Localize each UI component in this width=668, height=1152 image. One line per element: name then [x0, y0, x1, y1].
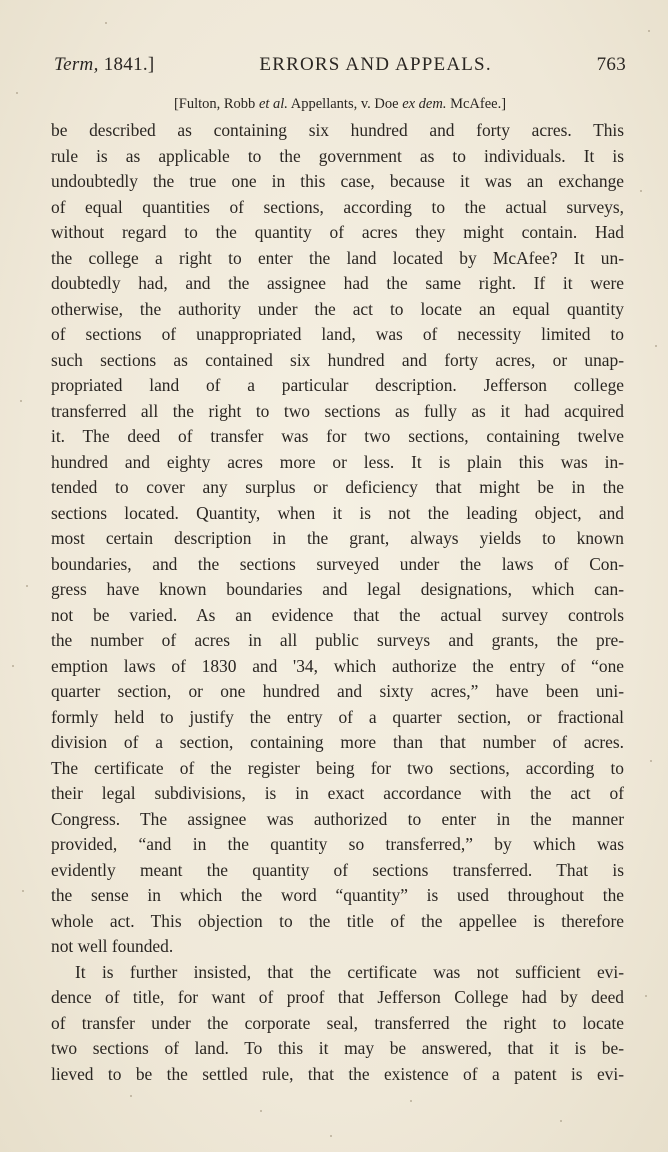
text-line: the number of acres in all public surveys and grants, the pre-: [51, 630, 624, 650]
text-line: the college a right to enter the land located by McAfee? It un-: [51, 247, 624, 268]
case-caption: [54, 96, 626, 113]
paper-speck: [12, 665, 14, 667]
paper-speck: [560, 1120, 562, 1122]
term-word: Term,: [54, 54, 99, 75]
text-line: undoubtedly the true one in this case, because it was an exchange: [51, 171, 624, 191]
text-line: otherwise, the authority under the act to locate an equal quantity: [51, 298, 624, 319]
text-line: lieved to be the settled rule, that the existence of a patent is evi-: [51, 1063, 624, 1084]
caption-open: [Fulton, Robb: [173, 96, 259, 112]
caption-et-al: et al.: [258, 96, 288, 112]
paper-speck: [130, 1095, 132, 1097]
paper-speck: [20, 400, 22, 402]
text-line: without regard to the quantity of acres they might contain. Had: [51, 222, 624, 242]
text-line: Congress. The assignee was authorized to enter in the manner: [51, 808, 624, 829]
text-line: propriated land of a particular description. Jefferson college: [51, 375, 624, 395]
term-label: [54, 54, 155, 76]
text-line: hundred and eighty acres more or less. It is plain this was in-: [51, 451, 624, 472]
text-line: of equal quantities of sections, according to the actual surveys,: [51, 196, 624, 217]
page-number: 763: [596, 54, 626, 75]
text-line: the sense in which the word “quantity” is used throughout the: [51, 885, 624, 905]
text-line: transferred all the right to two sections as fully as it had acquired: [51, 400, 624, 421]
text-line: two sections of land. To this it may be answered, that it is be-: [51, 1038, 624, 1058]
running-head: [54, 54, 626, 84]
caption-close: McAfee.]: [446, 96, 507, 112]
text-line: be described as containing six hundred and forty acres. This: [51, 120, 624, 140]
body-text: [51, 118, 624, 1087]
term-year: 1841.]: [103, 54, 155, 75]
paper-speck: [640, 190, 642, 192]
text-line-paragraph-start: It is further insisted, that the certificate was not sufficient evi-: [75, 961, 624, 982]
text-line: of transfer under the corporate seal, transferred the right to locate: [51, 1012, 624, 1033]
text-line: boundaries, and the sections surveyed under the laws of Con-: [51, 553, 624, 574]
text-line: doubtedly had, and the assignee had the same right. If it were: [51, 273, 624, 293]
paper-speck: [16, 92, 18, 94]
caption-mid: Appellants, v. Doe: [287, 96, 403, 112]
text-line: of sections of unappropriated land, was of necessity limited to: [51, 324, 624, 344]
text-line-paragraph-end: not well founded.: [51, 936, 174, 956]
text-line: not be varied. As an evidence that the actual survey controls: [51, 604, 624, 625]
text-line: formly held to justify the entry of a quarter section, or fractional: [51, 706, 624, 727]
text-line: rule is as applicable to the government as to individuals. It is: [51, 145, 624, 166]
text-line: evidently meant the quantity of sections transferred. That is: [51, 859, 624, 880]
text-line: such sections as contained six hundred and forty acres, or unap-: [51, 349, 624, 370]
text-line: tended to cover any surplus or deficiency that might be in the: [51, 477, 624, 497]
text-line: it. The deed of transfer was for two sections, containing twelve: [51, 426, 624, 446]
text-line: quarter section, or one hundred and sixty acres,” have been uni-: [51, 681, 624, 701]
text-line: division of a section, containing more than that number of acres.: [51, 732, 624, 752]
paper-speck: [410, 1100, 412, 1102]
text-line: provided, “and in the quantity so transferred,” by which was: [51, 834, 624, 854]
paper-speck: [105, 22, 107, 24]
paper-speck: [650, 760, 652, 762]
text-line: emption laws of 1830 and '34, which authorize the entry of “one: [51, 655, 624, 676]
paper-speck: [26, 585, 28, 587]
text-line: their legal subdivisions, is in exact accordance with the act of: [51, 783, 624, 803]
text-line: gress have known boundaries and legal designations, which can-: [51, 579, 624, 599]
paper-speck: [655, 345, 657, 347]
text-line: The certificate of the register being for two sections, according to: [51, 757, 624, 778]
text-line: sections located. Quantity, when it is not the leading object, and: [51, 502, 624, 523]
paper-speck: [648, 30, 650, 32]
paper-speck: [260, 1110, 262, 1112]
paper-speck: [645, 995, 647, 997]
text-line: whole act. This objection to the title of the appellee is therefore: [51, 910, 624, 931]
paper-speck: [22, 890, 24, 892]
caption-ex-dem: ex dem.: [402, 96, 447, 112]
text-line: dence of title, for want of proof that Jefferson College had by deed: [51, 987, 624, 1007]
text-line: most certain description in the grant, always yields to known: [51, 528, 624, 548]
paper-speck: [330, 1135, 332, 1137]
section-title: ERRORS AND APPEALS.: [259, 54, 492, 75]
